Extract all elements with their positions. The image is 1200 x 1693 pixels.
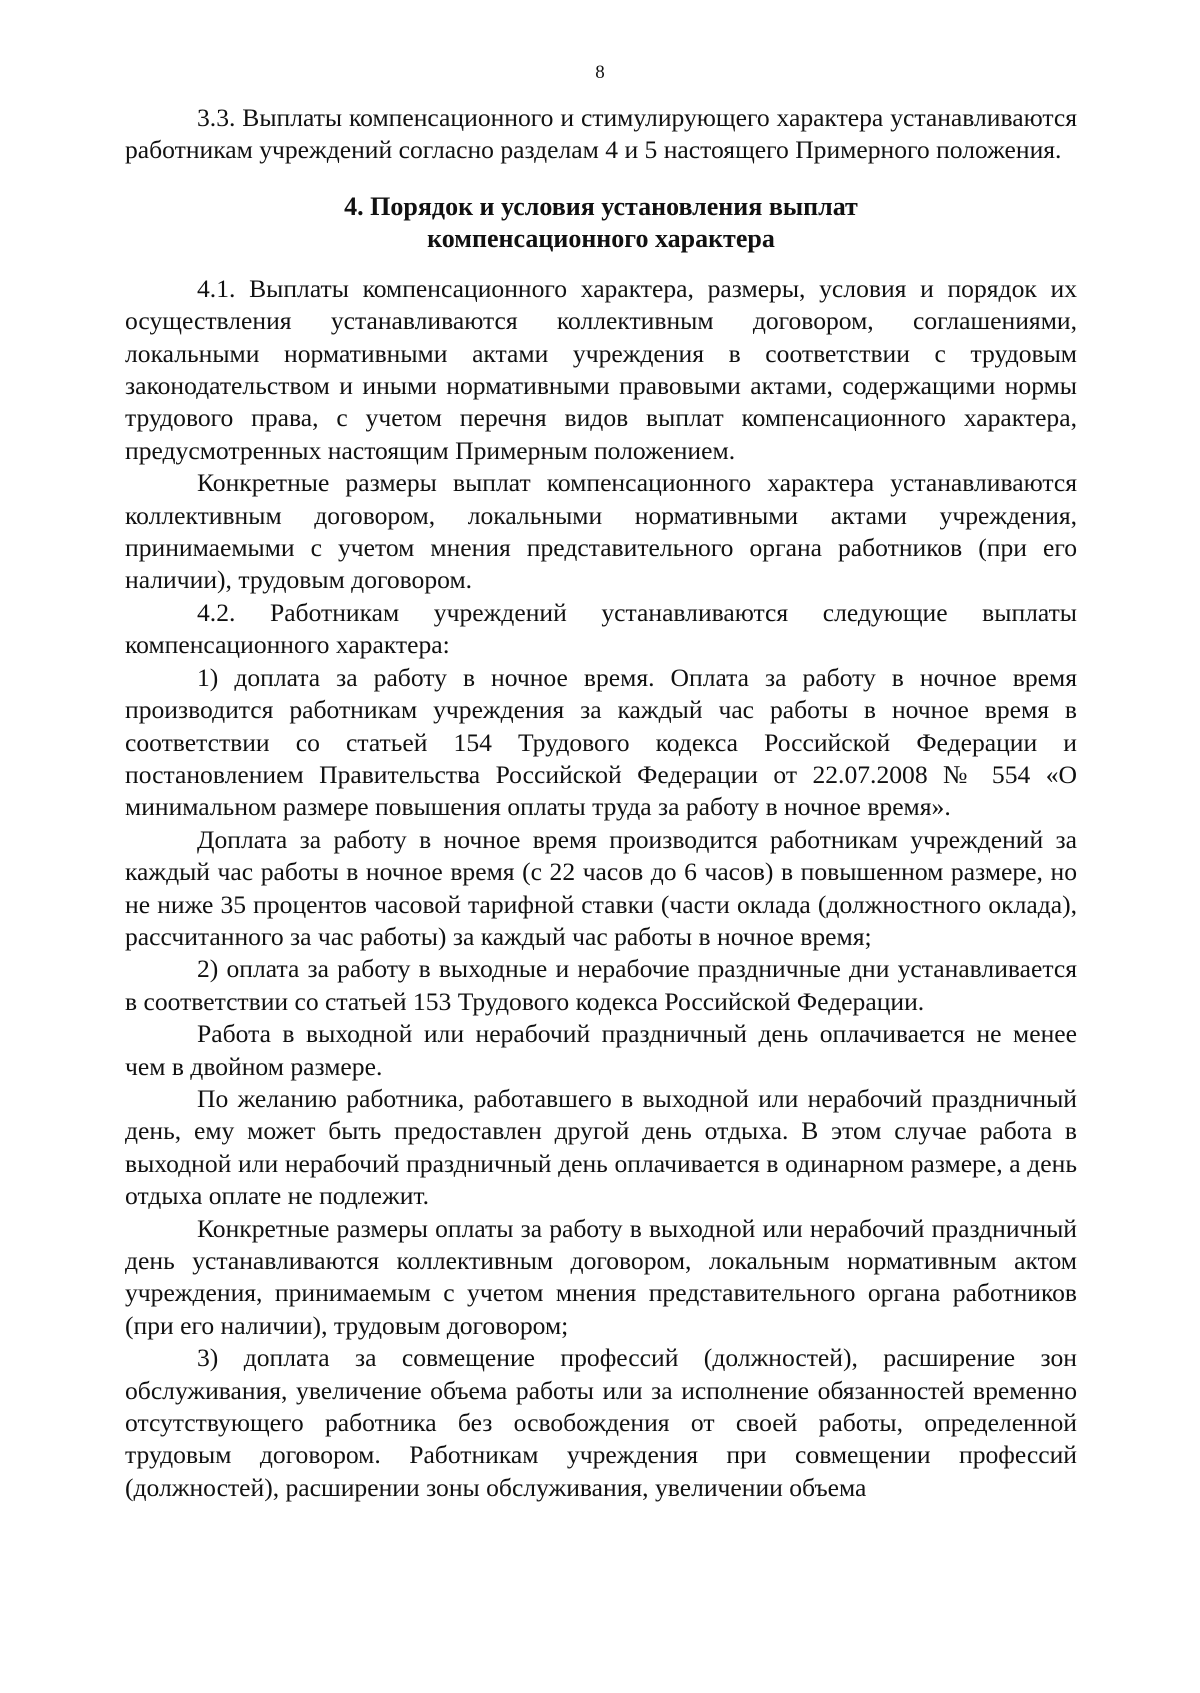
paragraph-night-work: Доплата за работу в ночное время производится работникам учреждений за каждый час работы в ночное время (с 22 часов до 6 часов) в повышенном размере, но не ниже 35 процентов часовой тарифной ставки (части оклада (должностного оклада), рассчитанного за час работы) за каждый час работы в ночное время; (125, 824, 1077, 951)
page-number: 8 (595, 62, 605, 83)
paragraph-3-3: 3.3. Выплаты компенсационного и стимулирующего характера устанавливаются работникам учреждений согласно разделам 4 и 5 настоящего Примерного положения. (125, 103, 1077, 165)
paragraph-item-2: 2) оплата за работу в выходные и нерабочие праздничные дни устанавливается в соответствии со статьей 153 Трудового кодекса Российской Федерации. (125, 954, 1077, 1016)
section-heading-line-1: 4. Порядок и условия установления выплат (344, 191, 858, 221)
paragraph-day-off: По желанию работника, работавшего в выходной или нерабочий праздничный день, ему может быть предоставлен другой день отдыха. В этом случае работа в выходной или нерабочий праздничный день оплачивается в одинарном размере, а день отдыха оплате не подлежит. (125, 1083, 1077, 1211)
paragraph-item-3: 3) доплата за совмещение профессий (должностей), расширение зон обслуживания, увеличение объема работы или за исполнение обязанностей временно отсутствующего работника без освобождения от своей работы, определенной трудовым договором. Работникам учреждения при совмещении профессий (должностей), расширении зоны обслуживания, увеличении объема (125, 1343, 1077, 1502)
paragraph-4-2: 4.2. Работникам учреждений устанавливаются следующие выплаты компенсационного характера: (125, 597, 1077, 660)
paragraph-4-1-sizes: Конкретные размеры выплат компенсационного характера устанавливаются коллективным договором, локальными нормативными актами учреждения, принимаемыми с учетом мнения представительного органа работников (при его наличии), трудовым договором. (125, 468, 1077, 595)
section-heading-line-2: компенсационного характера (427, 223, 775, 253)
paragraph-4-1: 4.1. Выплаты компенсационного характера, размеры, условия и порядок их осуществления устанавливаются коллективным договором, соглашениями, локальными нормативными актами учреждения в соответствии с трудовым законодательством и иными нормативными правовыми актами, содержащими нормы трудового права, с учетом перечня видов выплат компенсационного характера, предусмотренных настоящим Примерным положением. (125, 273, 1077, 465)
paragraph-double-pay: Работа в выходной или нерабочий праздничный день оплачивается не менее чем в двойном размере. (125, 1019, 1077, 1081)
paragraph-item-1: 1) доплата за работу в ночное время. Оплата за работу в ночное время производится работникам учреждения за каждый час работы в ночное время в соответствии со статьей 154 Трудового кодекса Российской Федерации и постановлением Правительства Российской Федерации от 22.07.2008 № 554 «О минимальном размере повышения оплаты труда за работу в ночное время». (125, 662, 1077, 822)
document-body (125, 102, 1077, 1504)
paragraph-holiday-sizes: Конкретные размеры оплаты за работу в выходной или нерабочий праздничный день устанавливаются коллективным договором, локальным нормативным актом учреждения, принимаемым с учетом мнения представительного органа работников (при его наличии), трудовым договором; (125, 1213, 1077, 1340)
section-heading (125, 191, 1077, 255)
